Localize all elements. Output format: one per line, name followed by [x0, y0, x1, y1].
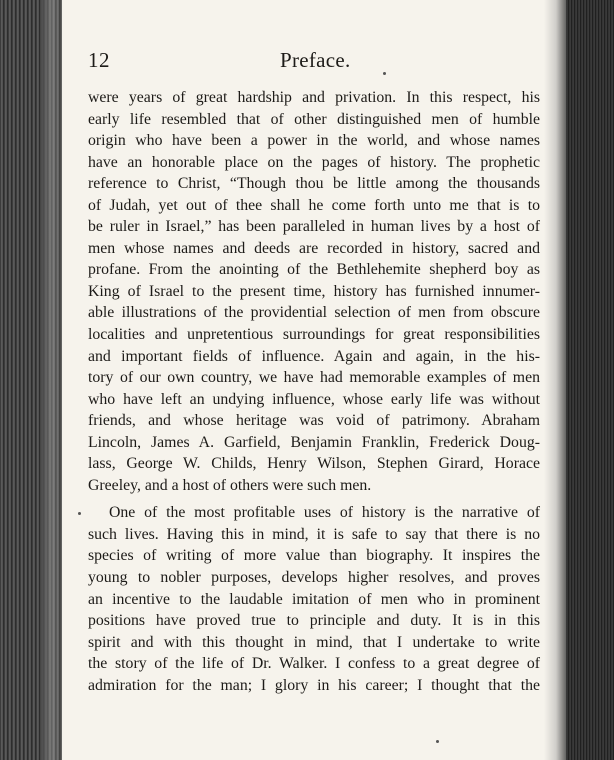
text-line: an incentive to the laudable imitation of men who in prominent	[88, 590, 540, 608]
paragraph-1	[88, 87, 540, 496]
running-head: Preface.	[280, 48, 351, 72]
text-line: lass, George W. Childs, Henry Wilson, Stephen Girard, Horace	[88, 455, 540, 473]
text-line: young to nobler purposes, develops higher resolves, and proves	[88, 569, 540, 587]
text-line: positions have proved true to principle and duty. It is in this	[88, 612, 540, 630]
text-line: One of the most profitable uses of history is the narrative of	[109, 504, 540, 522]
text-line: of Judah, yet out of thee shall he come forth unto me that is to	[88, 196, 540, 214]
text-line: spirit and with this thought in mind, that I undertake to write	[88, 633, 540, 651]
body-text	[88, 87, 540, 696]
text-line: be ruler in Israel,” has been paralleled in human lives by a host of	[88, 218, 540, 236]
text-line: friends, and whose heritage was void of patrimony. Abraham	[88, 412, 540, 430]
page-header	[88, 48, 508, 76]
text-line: Greeley, and a host of others were such men.	[88, 476, 372, 494]
text-line: King of Israel to the present time, history has furnished innumer-	[88, 282, 540, 300]
text-line: have an honorable place on the pages of history. The prophetic	[88, 153, 540, 171]
text-line: able illustrations of the providential selection of men from obscure	[88, 304, 540, 322]
paragraph-2	[88, 502, 540, 696]
ink-speck	[383, 72, 386, 75]
text-line: localities and unpretentious surroundings for great responsibilities	[88, 326, 540, 344]
page-number: 12	[88, 48, 110, 72]
text-line: Lincoln, James A. Garfield, Benjamin Franklin, Frederick Doug-	[88, 433, 540, 451]
text-line: reference to Christ, “Though thou be little among the thousands	[88, 175, 540, 193]
text-line: and important fields of influence. Again and again, in the his-	[88, 347, 540, 365]
scan-binding-right	[566, 0, 614, 760]
ink-speck	[78, 512, 81, 515]
text-line: such lives. Having this in mind, it is safe to say that there is no	[88, 525, 540, 543]
ink-speck	[436, 740, 439, 743]
text-line: who have left an undying influence, whose early life was without	[88, 390, 540, 408]
scan-binding-left	[0, 0, 62, 760]
text-line: were years of great hardship and privation. In this respect, his	[88, 89, 540, 106]
text-line: admiration for the man; I glory in his career; I thought that the	[88, 676, 540, 694]
text-line: early life resembled that of other distinguished men of humble	[88, 110, 540, 128]
text-line: profane. From the anointing of the Bethlehemite shepherd boy as	[88, 261, 540, 279]
text-line: tory of our own country, we have had memorable examples of men	[88, 369, 540, 387]
text-line: species of writing of more value than biography. It inspires the	[88, 547, 540, 565]
text-line: the story of the life of Dr. Walker. I confess to a great degree of	[88, 655, 540, 673]
text-line: men whose names and deeds are recorded in history, sacred and	[88, 239, 540, 257]
text-line: origin who have been a power in the world, and whose names	[88, 132, 540, 150]
